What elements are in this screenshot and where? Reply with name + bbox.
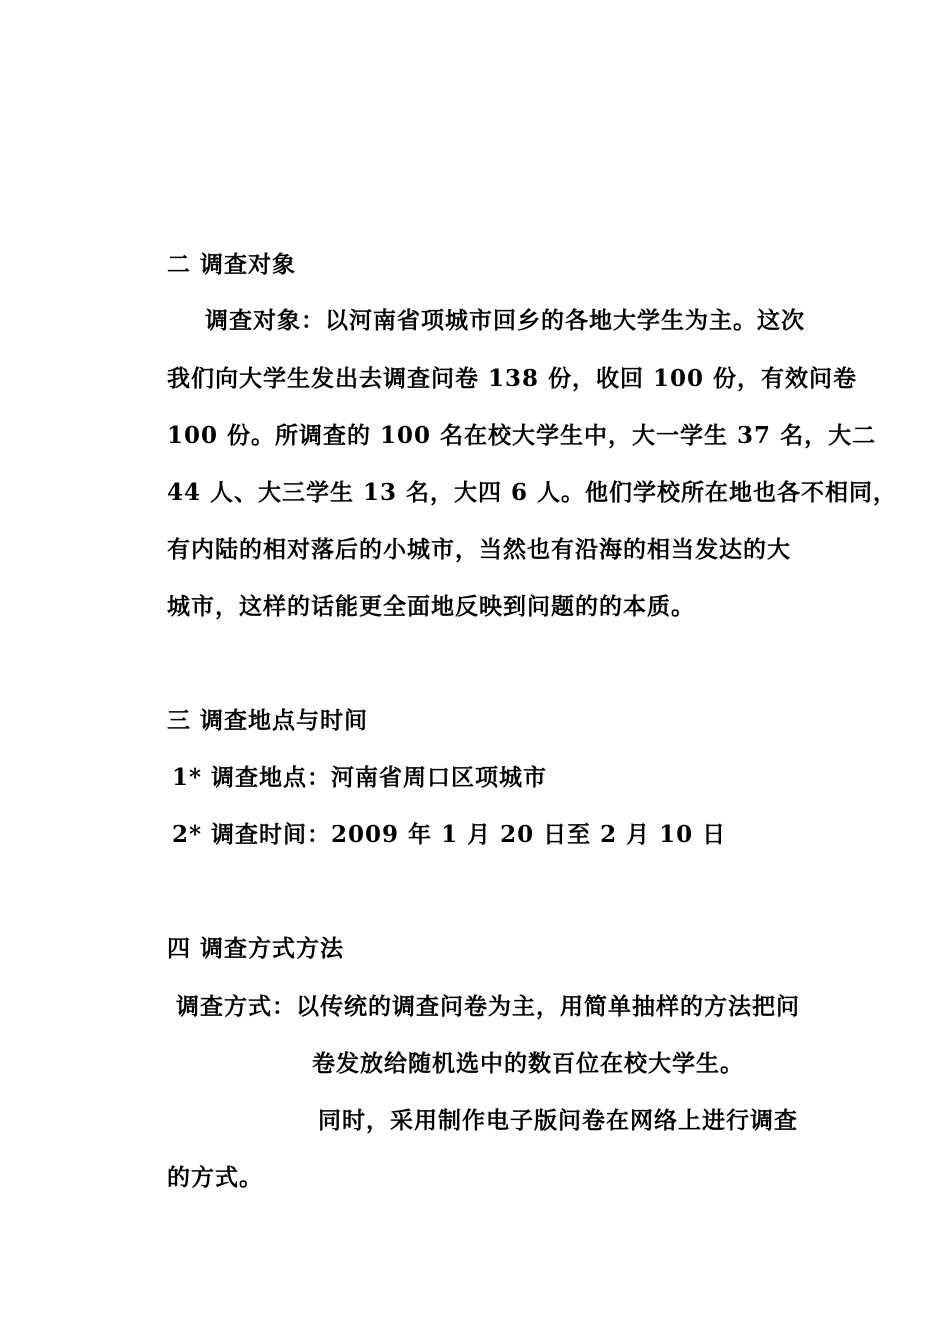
- paragraph-line: 同时，采用制作电子版问卷在网络上进行调查: [318, 1107, 798, 1134]
- paragraph-line: 调查方式：以传统的调查问卷为主，用简单抽样的方法把问: [176, 993, 800, 1020]
- survey-time: 2* 调查时间：2009 年 1 月 20 日至 2 月 10 日: [172, 821, 727, 848]
- paragraph-line: 有内陆的相对落后的小城市，当然也有沿海的相当发达的大: [167, 536, 791, 563]
- section-4-heading: 四 调查方式方法: [167, 935, 345, 962]
- survey-place: 1* 调查地点：河南省周口区项城市: [172, 764, 548, 791]
- section-3-heading: 三 调查地点与时间: [167, 707, 369, 734]
- paragraph-line: 100 份。所调查的 100 名在校大学生中，大一学生 37 名，大二: [167, 422, 877, 449]
- paragraph-line: 卷发放给随机选中的数百位在校大学生。: [312, 1050, 744, 1077]
- paragraph-line: 的方式。: [167, 1164, 263, 1191]
- paragraph-line: 调查对象：以河南省项城市回乡的各地大学生为主。这次: [205, 307, 805, 334]
- paragraph-line: 我们向大学生发出去调查问卷 138 份，收回 100 份，有效问卷: [167, 365, 858, 392]
- paragraph-line: 44 人、大三学生 13 名，大四 6 人。他们学校所在地也各不相同，: [167, 479, 898, 506]
- paragraph-line: 城市，这样的话能更全面地反映到问题的的本质。: [167, 593, 695, 620]
- section-2-heading: 二 调查对象: [167, 251, 297, 278]
